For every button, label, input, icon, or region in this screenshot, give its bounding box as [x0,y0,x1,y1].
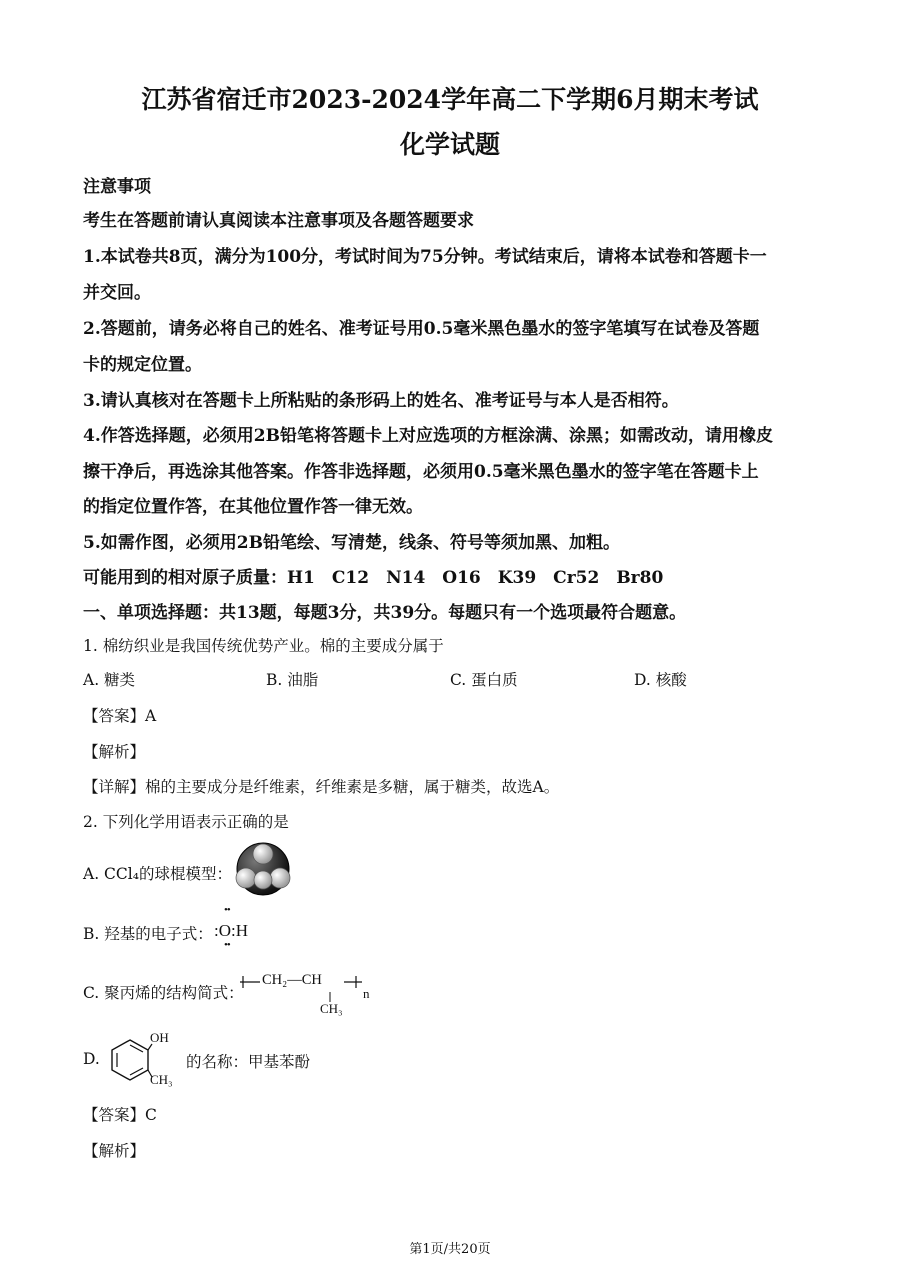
notice-item-2-line-1: 2.答题前，请务必将自己的姓名、准考证号用0.5毫米黑色墨水的签字笔填写在试卷及答题 [83,319,760,339]
notice-item-3: 3.请认真核对在答题卡上所粘贴的条形码上的姓名、准考证号与本人是否相符。 [83,391,679,411]
notice-item-1-line-2: 并交回。 [83,283,151,303]
q1-detail: 【详解】棉的主要成分是纤维素，纤维素是多糖，属于糖类，故选A。 [83,778,560,796]
notice-item-4-line-3: 的指定位置作答，在其他位置作答一律无效。 [83,497,423,517]
q1-analysis: 【解析】 [83,743,146,761]
q1-option-c: C. 蛋白质 [450,671,518,689]
o-cresol-ch3-label: CH₃ [150,1072,173,1087]
notice-item-5: 5.如需作图，必须用2B铅笔绘、写清楚，线条、符号等须加黑、加粗。 [83,533,620,553]
q2-option-b: B. 羟基的电子式： [83,925,213,943]
ccl4-ball-stick-model-image [226,840,300,898]
lone-pair-top-dots: •• [224,904,230,916]
q2-option-a: A. CCl₄的球棍模型： [83,865,232,883]
o-cresol-oh-label: OH [150,1030,169,1045]
lone-pair-bottom-dots: •• [224,939,230,951]
exam-subtitle: 化学试题 [399,130,500,159]
o-cresol-ring-structure [106,1028,154,1090]
notice-item-1-line-1: 1.本试卷共8页，满分为100分，考试时间为75分钟。考试结束后，请将本试卷和答题卡一 [83,247,767,267]
notice-item-4-line-2: 擦干净后，再选涂其他答案。作答非选择题，必须用0.5毫米黑色墨水的签字笔在答题卡上 [83,462,759,482]
polymer-degree-n: n [363,986,370,1001]
q1-option-d: D. 核酸 [634,671,687,689]
notice-item-2-line-2: 卡的规定位置。 [83,355,202,375]
exam-title: 江苏省宿迁市2023-2024学年高二下学期6月期末考试 [141,85,759,114]
hydroxyl-electron-formula [212,904,272,951]
notice-item-4-line-1: 4.作答选择题，必须用2B铅笔将答题卡上对应选项的方框涂满、涂黑；如需改动，请用橡皮 [83,426,773,446]
section-1-heading: 一、单项选择题：共13题，每题3分，共39分。每题只有一个选项最符合题意。 [83,603,687,623]
polymer-main-chain: CH₂—CH [262,972,322,988]
q2-answer: 【答案】C [83,1106,157,1124]
polypropylene-structure [240,964,380,1022]
electron-formula-text: :O:H [214,921,248,940]
q2-analysis: 【解析】 [83,1142,146,1160]
q1-option-b: B. 油脂 [266,671,319,689]
q2-option-d-text: 的名称：甲基苯酚 [186,1053,311,1071]
q2-option-c: C. 聚丙烯的结构简式： [83,984,244,1002]
notice-heading: 注意事项 [83,177,151,197]
polymer-methyl-group: CH₃ [320,1001,343,1016]
q2-stem: 2. 下列化学用语表示正确的是 [83,813,289,831]
notice-intro: 考生在答题前请认真阅读本注意事项及各题答题要求 [83,211,474,231]
q1-answer: 【答案】A [83,707,157,725]
atomic-masses: 可能用到的相对原子质量：H1 C12 N14 O16 K39 Cr52 Br80 [83,568,664,588]
q1-stem: 1. 棉纺织业是我国传统优势产业。棉的主要成分属于 [83,637,444,655]
q2-option-d: D. [83,1050,100,1068]
q1-option-a: A. 糖类 [83,671,136,689]
page-footer: 第1页/共20页 [409,1242,491,1257]
